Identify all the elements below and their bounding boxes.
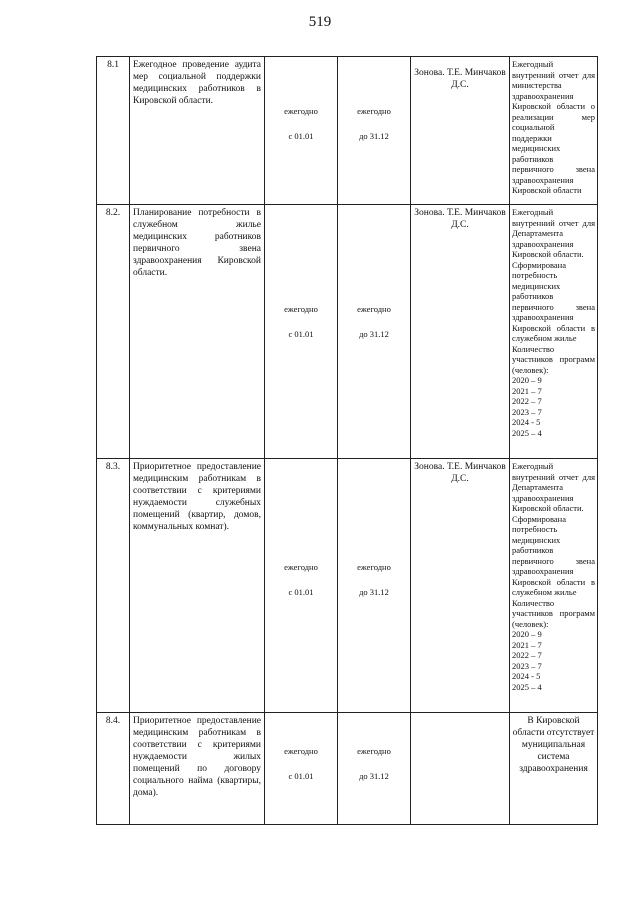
end-period: ежегодно xyxy=(357,562,391,572)
responsible: Зонова. Т.Е. Минчаков Д.С. xyxy=(411,57,510,205)
result-line: Ежегодный внутренний отчет для Департамента здравоохранения Кировской области. xyxy=(512,461,595,513)
row-number: 8.1 xyxy=(97,57,130,205)
table-row xyxy=(97,459,598,713)
end-date: до 31.12 xyxy=(359,329,389,339)
start-cell xyxy=(265,205,338,459)
activity-name: Ежегодное проведение аудита мер социальной поддержки медицинских работников в Кировской области. xyxy=(130,57,265,205)
responsible: Зонова. Т.Е. Минчаков Д.С. xyxy=(411,459,510,713)
result-line: 2021 – 7 xyxy=(512,639,542,650)
row-number: 8.4. xyxy=(97,713,130,825)
responsible xyxy=(411,713,510,825)
result-line: Сформирована потребность медицинских работников первичного звена здравоохранения Кировской области в служебном жилье xyxy=(512,513,595,597)
page-number: 519 xyxy=(308,14,332,30)
end-cell xyxy=(338,57,411,205)
result-line: 2024 - 5 xyxy=(512,671,541,681)
result-line: 2020 – 9 xyxy=(512,375,542,385)
result-line: 2022 – 7 xyxy=(512,650,542,660)
result-line: 2023 – 7 xyxy=(512,660,542,671)
start-period: ежегодно xyxy=(284,106,318,116)
row-number: 8.2. xyxy=(97,205,130,459)
start-date: с 01.01 xyxy=(288,329,314,339)
end-date: до 31.12 xyxy=(359,131,389,141)
result-line: Количество участников программ (человек): xyxy=(512,597,595,629)
end-cell xyxy=(338,713,411,825)
start-date: с 01.01 xyxy=(288,771,314,781)
result-line: 2022 – 7 xyxy=(512,396,542,406)
result-cell xyxy=(510,459,598,713)
result-line: В Кировской области отсутствует муниципальная система здравоохранения xyxy=(512,716,595,774)
result-line: 2023 – 7 xyxy=(512,406,542,417)
result-cell xyxy=(510,713,598,825)
start-cell xyxy=(265,459,338,713)
start-period: ежегодно xyxy=(284,562,318,572)
result-cell xyxy=(510,57,598,205)
result-line: Количество участников программ (человек): xyxy=(512,343,595,375)
activity-name: Приоритетное предоставление медицинским работникам в соответствии с критериями нуждаемости жилых помещений по договору социального найма (квартиры, дома). xyxy=(130,713,265,825)
end-period: ежегодно xyxy=(357,106,391,116)
table-row xyxy=(97,713,598,825)
result-line: 2024 - 5 xyxy=(512,417,541,427)
plan-table xyxy=(96,56,598,825)
end-cell xyxy=(338,459,411,713)
start-period: ежегодно xyxy=(284,746,318,756)
result-line: 2020 – 9 xyxy=(512,629,542,639)
row-number: 8.3. xyxy=(97,459,130,713)
start-cell xyxy=(265,713,338,825)
responsible: Зонова. Т.Е. Минчаков Д.С. xyxy=(411,205,510,459)
result-line: 2025 – 4 xyxy=(512,681,542,692)
result-line: Ежегодный внутренний отчет для министерства здравоохранения Кировской области о реализации мер социальной поддержки медицинских работников первичного звена здравоохранения Кировской области xyxy=(512,59,595,195)
result-line: Ежегодный внутренний отчет для Департамента здравоохранения Кировской области. xyxy=(512,207,595,259)
end-date: до 31.12 xyxy=(359,771,389,781)
start-cell xyxy=(265,57,338,205)
end-cell xyxy=(338,205,411,459)
start-date: с 01.01 xyxy=(288,587,314,597)
end-period: ежегодно xyxy=(357,304,391,314)
activity-name: Планирование потребности в служебном жилье медицинских работников первичного звена здравоохранения Кировской области. xyxy=(130,205,265,459)
table-row xyxy=(97,57,598,205)
start-date: с 01.01 xyxy=(288,131,314,141)
end-date: до 31.12 xyxy=(359,587,389,597)
result-line: Сформирована потребность медицинских работников первичного звена здравоохранения Кировской области в служебном жилье xyxy=(512,259,595,343)
table-row xyxy=(97,205,598,459)
result-line: 2025 – 4 xyxy=(512,427,542,438)
result-cell xyxy=(510,205,598,459)
end-period: ежегодно xyxy=(357,746,391,756)
activity-name: Приоритетное предоставление медицинским работникам в соответствии с критериями нуждаемости служебных помещений (квартир, домов, коммунальных комнат). xyxy=(130,459,265,713)
start-period: ежегодно xyxy=(284,304,318,314)
result-line: 2021 – 7 xyxy=(512,385,542,396)
